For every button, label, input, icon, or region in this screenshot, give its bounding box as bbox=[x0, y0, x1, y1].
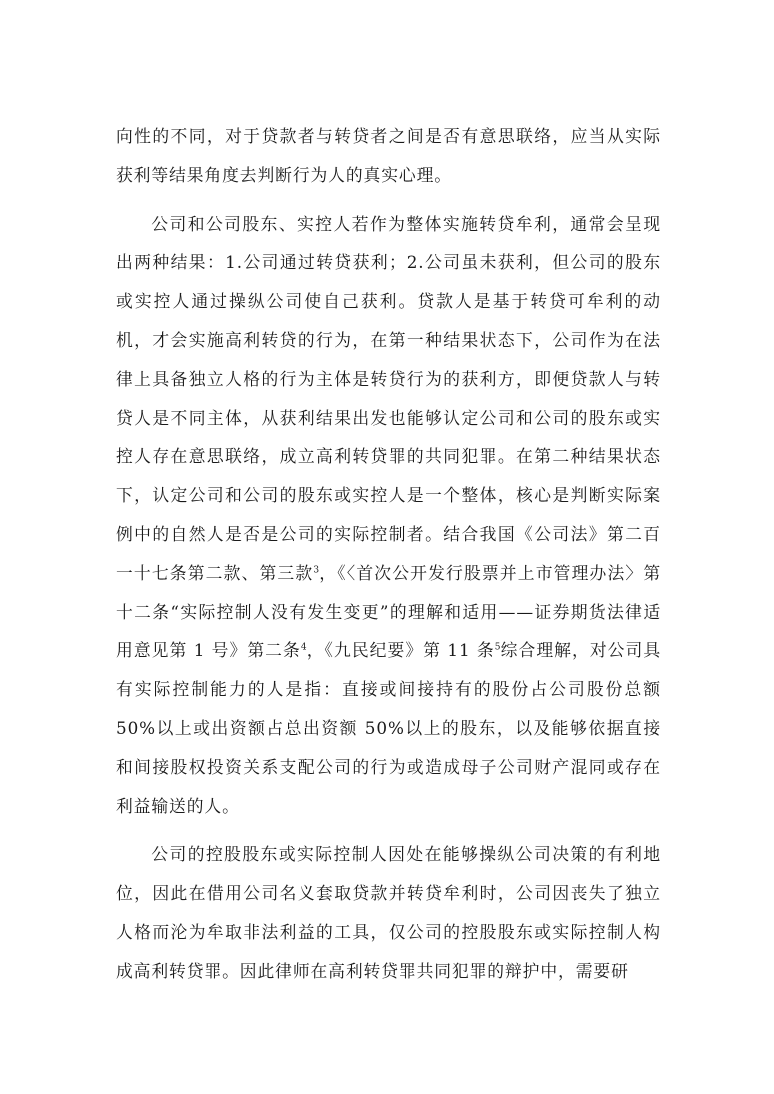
paragraph-text: 综合理解，对公司具有实际控制能力的人是指：直接或间接持有的股份占公司股份总额 50%以上或出资额占总出资额 50%以上的股东，以及能够依据直接和间接股权投资关系支配公司的行为或造成母子公司财产混同或存在利益输送的人。 bbox=[116, 640, 661, 816]
paragraph-text: ，《〈首次公开发行股票并上市管理办法〉第十二条“实际控制人没有发生变更”的理解和适用——证券期货法律适用意见第 1 号》第二条 bbox=[116, 562, 661, 661]
paragraph-2 bbox=[116, 205, 661, 826]
document-body bbox=[116, 117, 661, 991]
footnote-ref-3[interactable]: 3 bbox=[313, 565, 320, 576]
paragraph-text: 公司的控股股东或实际控制人因处在能够操纵公司决策的有利地位，因此在借用公司名义套取贷款并转贷牟利时，公司因丧失了独立人格而沦为牟取非法利益的工具，仅公司的控股股东或实际控制人构成高利转贷罪。因此律师在高利转贷罪共同犯罪的辩护中，需要研 bbox=[116, 844, 661, 981]
paragraph-text: ，《九民纪要》第 11 条 bbox=[306, 640, 495, 661]
footnote-ref-4[interactable]: 4 bbox=[300, 642, 307, 653]
paragraph-text: 公司和公司股东、实控人若作为整体实施转贷牟利，通常会呈现出两种结果：1.公司通过转贷获利；2.公司虽未获利，但公司的股东或实控人通过操纵公司使自己获利。贷款人是基于转贷可牟利的动机，才会实施高利转贷的行为，在第一种结果状态下，公司作为在法律上具备独立人格的行为主体是转贷行为的获利方，即便贷款人与转贷人是不同主体，从获利结果出发也能够认定公司和公司的股东或实控人存在意思联络，成立高利转贷罪的共同犯罪。在第二种结果状态下，认定公司和公司的股东或实控人是一个整体，核心是判断实际案例中的自然人是否是公司的实际控制者。结合我国《公司法》第二百一十七条第二款、第三款 bbox=[116, 213, 661, 583]
footnote-ref-5[interactable]: 5 bbox=[494, 642, 501, 653]
paragraph-3 bbox=[116, 835, 661, 990]
paragraph-1 bbox=[116, 117, 661, 195]
paragraph-text: 向性的不同，对于贷款者与转贷者之间是否有意思联络，应当从实际获利等结果角度去判断行为人的真实心理。 bbox=[116, 126, 661, 185]
